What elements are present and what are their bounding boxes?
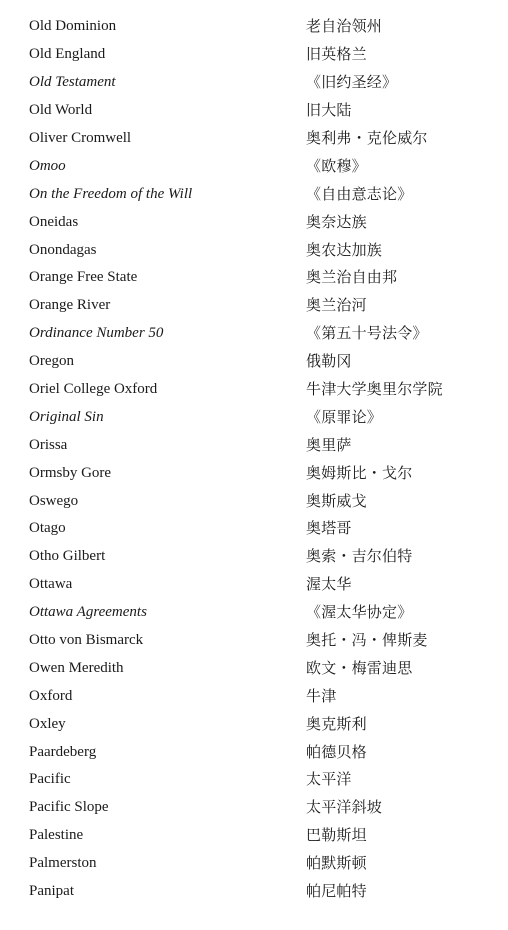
- glossary-entry: [29, 515, 489, 543]
- entry-translation: 《自由意志论》: [306, 184, 413, 203]
- entry-translation: 牛津: [306, 686, 337, 705]
- entry-translation: 太平洋: [306, 770, 352, 789]
- glossary-entry: [29, 487, 489, 515]
- glossary-entry: [29, 822, 489, 850]
- entry-term: Original Sin: [29, 408, 104, 425]
- entry-term: Otago: [29, 520, 66, 537]
- entry-term: Oliver Cromwell: [29, 130, 132, 146]
- glossary-entry: [29, 264, 489, 292]
- glossary-entry: [29, 13, 489, 41]
- entry-translation: 老自治领州: [306, 17, 383, 36]
- entry-translation: 奥托・冯・俾斯麦: [306, 631, 428, 650]
- entry-translation: 奥塔哥: [306, 519, 352, 538]
- entry-translation: 《第五十号法令》: [306, 324, 428, 343]
- entry-translation: 欧文・梅雷迪思: [306, 658, 413, 677]
- entry-term: Onondagas: [29, 241, 97, 258]
- entry-term: Oregon: [29, 353, 74, 370]
- entry-translation: 《欧穆》: [306, 156, 367, 175]
- glossary-entry: [29, 431, 489, 459]
- entry-translation: 奥里萨: [306, 435, 352, 454]
- entry-term: Orissa: [29, 436, 68, 453]
- entry-translation: 奥索・吉尔伯特: [306, 547, 413, 566]
- entry-term: Oneidas: [29, 213, 79, 230]
- entry-term: Ottawa: [29, 576, 73, 593]
- entry-term: Oswego: [29, 492, 79, 509]
- glossary-entry: [29, 654, 489, 682]
- entry-term: Old England: [29, 46, 106, 63]
- glossary-entry: [29, 348, 489, 376]
- entry-translation: 奥奈达族: [306, 212, 367, 231]
- entry-translation: 太平洋斜坡: [306, 798, 383, 817]
- entry-term: Omoo: [29, 157, 66, 174]
- glossary-entry: [29, 97, 489, 125]
- glossary-entry: [29, 878, 489, 906]
- entry-term: Ottawa Agreements: [29, 604, 147, 621]
- glossary-entry: [29, 180, 489, 208]
- entry-translation: 渥太华: [306, 575, 352, 594]
- entry-translation: 《原罪论》: [306, 407, 383, 426]
- entry-term: Palmerston: [29, 855, 97, 872]
- glossary-entry: [29, 710, 489, 738]
- entry-translation: 帕德贝格: [306, 742, 367, 761]
- entry-term: Old World: [29, 102, 93, 119]
- glossary-entry: [29, 376, 489, 404]
- glossary-entry: [29, 403, 489, 431]
- glossary-entry: [29, 125, 489, 153]
- entry-term: Oxley: [29, 715, 66, 732]
- glossary-entry: [29, 794, 489, 822]
- entry-term: Paardeberg: [29, 743, 97, 760]
- entry-translation: 奥兰治河: [306, 296, 367, 315]
- entry-translation: 奥克斯利: [306, 714, 367, 733]
- glossary-entry: [29, 236, 489, 264]
- entry-translation: 《旧约圣经》: [306, 73, 398, 92]
- entry-term: Orange River: [29, 297, 111, 314]
- glossary-entry: [29, 571, 489, 599]
- entry-translation: 旧英格兰: [306, 45, 367, 64]
- glossary-entry: [29, 682, 489, 710]
- entry-translation: 奥姆斯比・戈尔: [306, 463, 413, 482]
- glossary-entry: [29, 738, 489, 766]
- glossary-entry: [29, 41, 489, 69]
- glossary-entry: [29, 152, 489, 180]
- entry-term: Oriel College Oxford: [29, 381, 158, 398]
- glossary-entry: [29, 543, 489, 571]
- entry-term: Oxford: [29, 687, 73, 704]
- glossary-entry: [29, 766, 489, 794]
- entry-term: Pacific: [29, 771, 71, 788]
- entry-term: Panipat: [29, 883, 74, 900]
- entry-term: Palestine: [29, 827, 84, 844]
- entry-translation: 奥兰治自由邦: [306, 268, 398, 287]
- entry-translation: 巴勒斯坦: [306, 826, 367, 845]
- entry-translation: 奥利弗・克伦威尔: [306, 129, 428, 147]
- entry-translation: 帕默斯顿: [306, 854, 367, 873]
- glossary-entry: [29, 850, 489, 878]
- glossary-entry: [29, 69, 489, 97]
- entry-term: Old Testament: [29, 74, 116, 91]
- entry-translation: 帕尼帕特: [306, 882, 367, 901]
- entry-term: Pacific Slope: [29, 799, 109, 816]
- glossary-entry: [29, 459, 489, 487]
- entry-term: On the Freedom of the Will: [29, 185, 193, 202]
- entry-term: Ordinance Number 50: [29, 325, 164, 342]
- entry-translation: 牛津大学奥里尔学院: [306, 380, 443, 399]
- entry-translation: 旧大陆: [306, 101, 352, 120]
- glossary-entry: [29, 599, 489, 627]
- glossary-entry: [29, 627, 489, 655]
- glossary-entry: [29, 320, 489, 348]
- entry-translation: 《渥太华协定》: [306, 603, 413, 622]
- glossary-entry: [29, 292, 489, 320]
- entry-term: Old Dominion: [29, 18, 117, 35]
- entry-translation: 奥农达加族: [306, 240, 383, 259]
- glossary-list: [29, 13, 489, 906]
- entry-translation: 奥斯威戈: [306, 491, 367, 510]
- entry-translation: 俄勒冈: [306, 352, 352, 371]
- entry-term: Otho Gilbert: [29, 548, 106, 565]
- glossary-entry: [29, 208, 489, 236]
- entry-term: Otto von Bismarck: [29, 632, 144, 649]
- entry-term: Owen Meredith: [29, 659, 124, 676]
- entry-term: Ormsby Gore: [29, 464, 112, 481]
- entry-term: Orange Free State: [29, 269, 138, 286]
